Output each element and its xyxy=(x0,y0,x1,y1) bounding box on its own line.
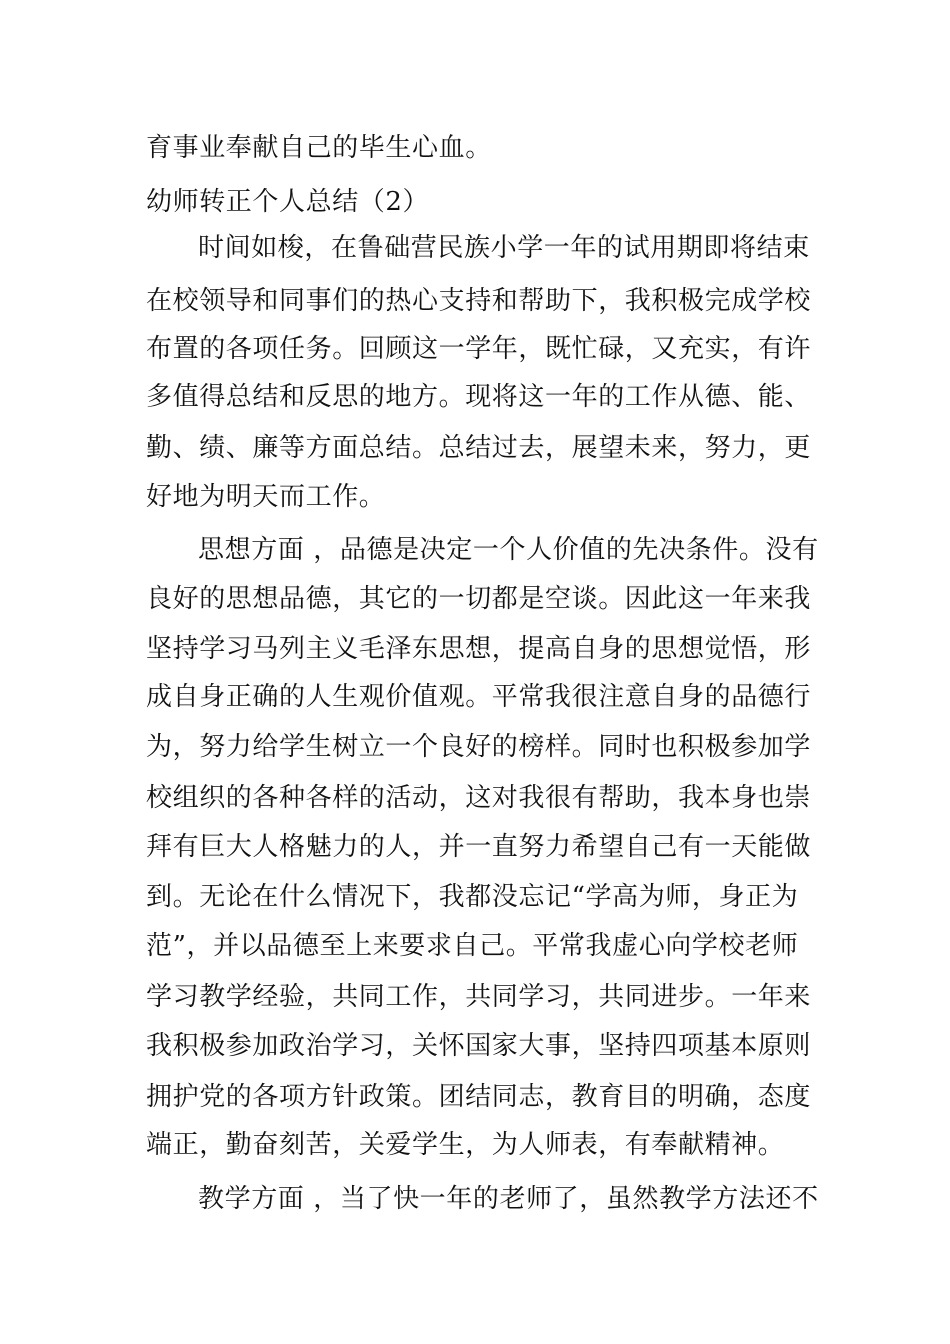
text-line: 校组织的各种各样的活动，这对我很有帮助，我本身也崇 xyxy=(146,783,812,813)
text-line: 在校领导和同事们的热心支持和帮助下，我积极完成学校 xyxy=(146,286,812,316)
text-line: 端正，勤奋刻苦，关爱学生，为人师表，有奉献精神。 xyxy=(146,1130,785,1160)
text-line: 拜有巨大人格魅力的人，并一直努力希望自己有一天能做 xyxy=(146,832,812,862)
text-line: 拥护党的各项方针政策。团结同志，教育目的明确，态度 xyxy=(146,1082,812,1112)
text-line: 好地为明天而工作。 xyxy=(146,482,386,512)
text-line: 成自身正确的人生观价值观。平常我很注意自身的品德行 xyxy=(146,682,812,712)
text-line: 布置的各项任务。回顾这一学年，既忙碌，又充实，有许 xyxy=(146,334,812,364)
text-line: 育事业奉献自己的毕生心血。 xyxy=(146,133,492,163)
text-line: 坚持学习马列主义毛泽东思想，提高自身的思想觉悟，形 xyxy=(146,634,812,664)
text-line: 到。无论在什么情况下，我都没忘记“学高为师，身正为 xyxy=(146,882,799,912)
text-line: 多值得总结和反思的地方。现将这一年的工作从德、能、 xyxy=(146,382,812,412)
section-heading: 幼师转正个人总结（2） xyxy=(146,187,430,217)
text-line: 为，努力给学生树立一个良好的榜样。同时也积极参加学 xyxy=(146,732,812,762)
text-line: 教学方面 ，当了快一年的老师了，虽然教学方法还不 xyxy=(198,1184,819,1214)
text-line: 良好的思想品德，其它的一切都是空谈。因此这一年来我 xyxy=(146,584,812,614)
text-line: 学习教学经验，共同工作，共同学习，共同进步。一年来 xyxy=(146,982,812,1012)
text-line: 勤、绩、廉等方面总结。总结过去，展望未来，努力，更 xyxy=(146,433,812,463)
text-line: 思想方面 ，品德是决定一个人价值的先决条件。没有 xyxy=(198,535,819,565)
text-line: 时间如梭，在鲁础营民族小学一年的试用期即将结束 xyxy=(198,233,810,263)
text-line: 范”，并以品德至上来要求自己。平常我虚心向学校老师 xyxy=(146,931,799,961)
text-line: 我积极参加政治学习，关怀国家大事，坚持四项基本原则 xyxy=(146,1031,812,1061)
